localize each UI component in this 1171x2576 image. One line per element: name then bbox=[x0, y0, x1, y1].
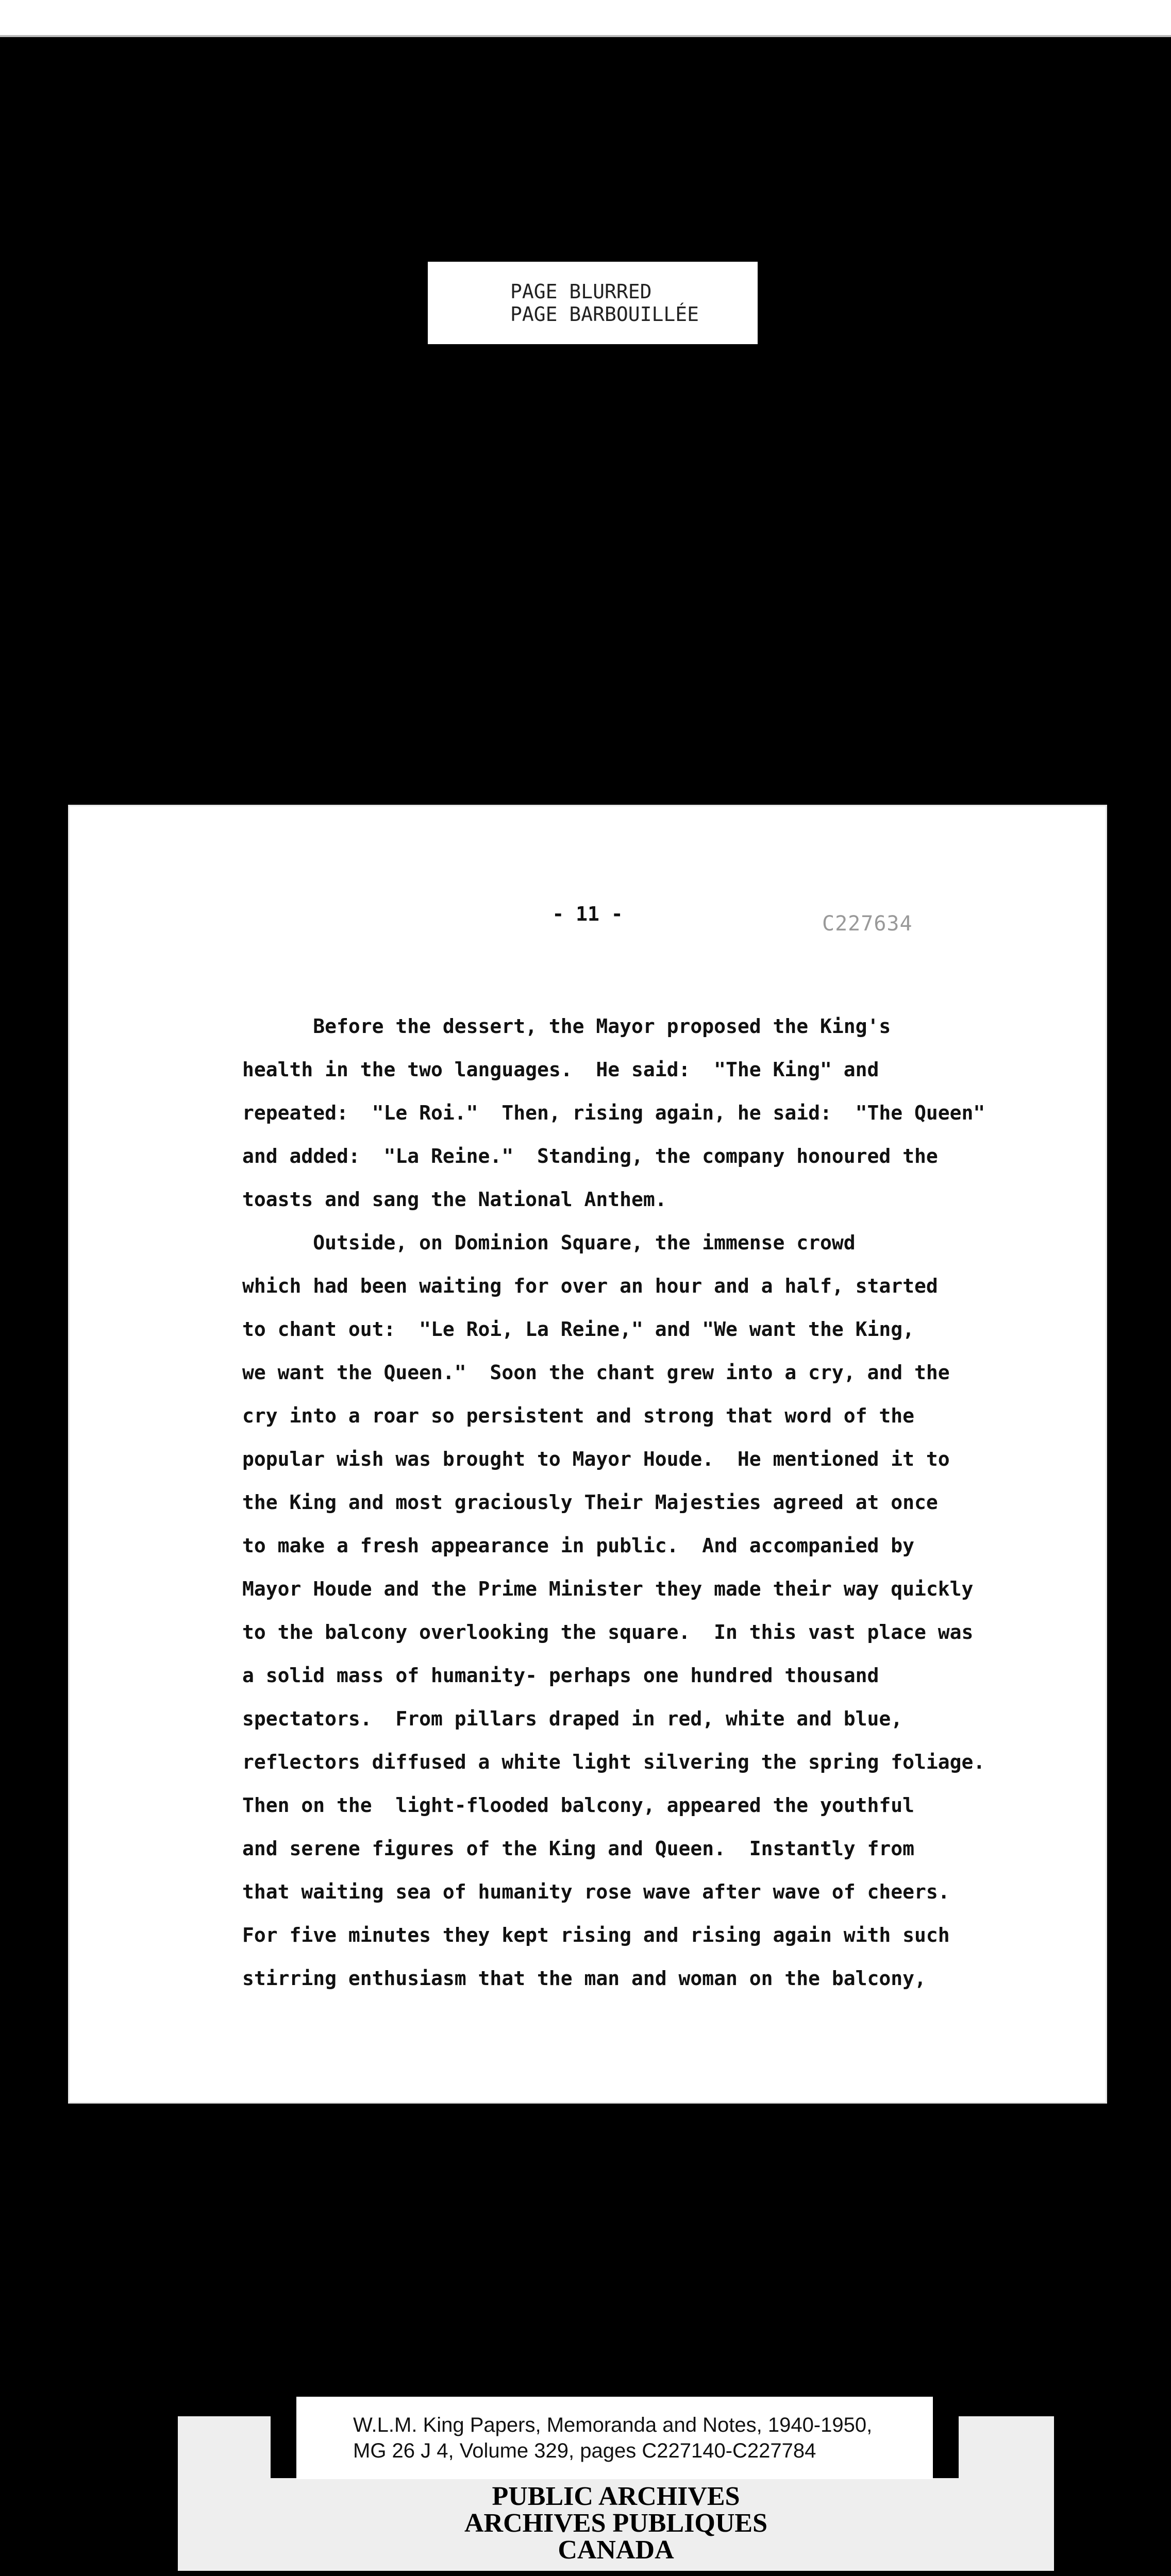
archives-country: CANADA bbox=[558, 2535, 674, 2565]
text-line: Outside, on Dominion Square, the immense crowd bbox=[242, 1231, 856, 1254]
text-line: to the balcony overlooking the square. In this vast place was bbox=[242, 1621, 974, 1643]
footer-tab-right bbox=[933, 2416, 959, 2478]
text-line: health in the two languages. He said: "The King" and bbox=[242, 1058, 879, 1081]
citation-label bbox=[296, 2397, 933, 2479]
text-line: we want the Queen." Soon the chant grew into a cry, and the bbox=[242, 1361, 950, 1384]
text-line: Then on the light-flooded balcony, appeared the youthful bbox=[242, 1794, 915, 1817]
text-line: For five minutes they kept rising and rising again with such bbox=[242, 1924, 950, 1946]
text-line: toasts and sang the National Anthem. bbox=[242, 1188, 667, 1211]
text-line: and serene figures of the King and Queen. Instantly from bbox=[242, 1837, 915, 1860]
text-line: the King and most graciously Their Majesties agreed at once bbox=[242, 1491, 938, 1514]
text-line: to chant out: "Le Roi, La Reine," and "We want the King, bbox=[242, 1318, 915, 1341]
text-line: reflectors diffused a white light silvering the spring foliage. bbox=[242, 1751, 985, 1773]
text-line: that waiting sea of humanity rose wave after wave of cheers. bbox=[242, 1880, 950, 1903]
blurred-label-en: PAGE BLURRED bbox=[510, 280, 652, 303]
text-line: to make a fresh appearance in public. And accompanied by bbox=[242, 1534, 915, 1557]
footer-tab-left bbox=[271, 2416, 296, 2478]
text-line: and added: "La Reine." Standing, the company honoured the bbox=[242, 1145, 938, 1167]
text-line: which had been waiting for over an hour and a half, started bbox=[242, 1275, 938, 1297]
archives-french: ARCHIVES PUBLIQUES bbox=[464, 2509, 768, 2538]
citation-line-2: MG 26 J 4, Volume 329, pages C227140-C227784 bbox=[353, 2439, 816, 2462]
archive-stamp: C227634 bbox=[822, 912, 913, 936]
page-number: - 11 - bbox=[552, 903, 623, 925]
text-line: cry into a roar so persistent and strong that word of the bbox=[242, 1404, 915, 1427]
page-blurred-label bbox=[428, 262, 758, 344]
text-line: repeated: "Le Roi." Then, rising again, he said: "The Queen" bbox=[242, 1101, 985, 1124]
text-line: spectators. From pillars draped in red, white and blue, bbox=[242, 1707, 903, 1730]
document-body bbox=[242, 1005, 1077, 2000]
archives-english: PUBLIC ARCHIVES bbox=[492, 2482, 740, 2511]
text-line: a solid mass of humanity- perhaps one hundred thousand bbox=[242, 1664, 879, 1687]
text-line: Before the dessert, the Mayor proposed the King's bbox=[242, 1015, 891, 1038]
text-line: stirring enthusiasm that the man and woman on the balcony, bbox=[242, 1967, 926, 1990]
blurred-label-fr: PAGE BARBOUILLÉE bbox=[510, 303, 699, 326]
citation-line-1: W.L.M. King Papers, Memoranda and Notes, 1940-1950, bbox=[353, 2414, 873, 2436]
text-line: Mayor Houde and the Prime Minister they made their way quickly bbox=[242, 1578, 974, 1600]
text-line: popular wish was brought to Mayor Houde. He mentioned it to bbox=[242, 1448, 950, 1470]
film-top-strip bbox=[0, 0, 1171, 37]
archives-logo-text bbox=[178, 2483, 1054, 2564]
